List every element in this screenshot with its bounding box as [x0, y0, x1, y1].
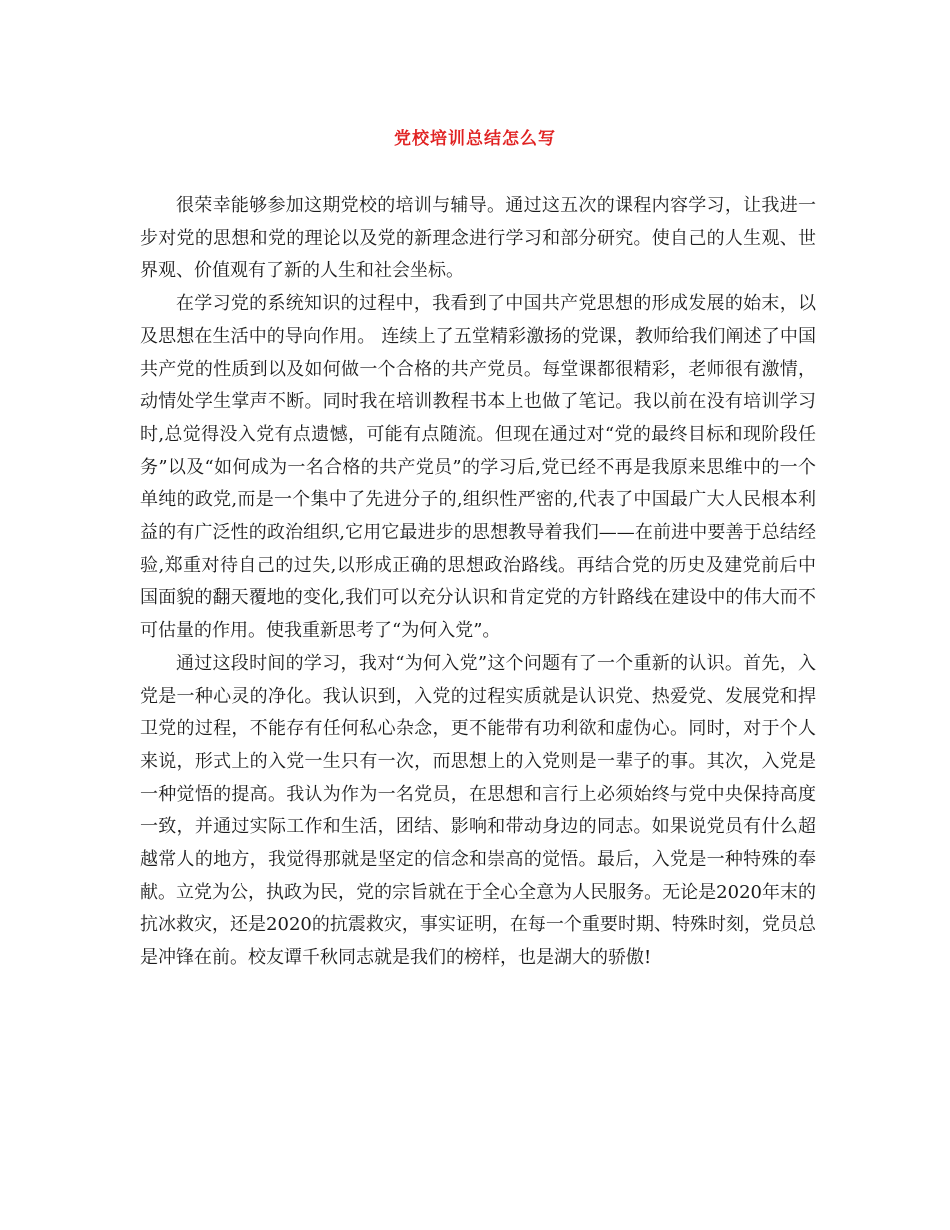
document-body [140, 190, 816, 975]
paragraph-1: 很荣幸能够参加这期党校的培训与辅导。通过这五次的课程内容学习，让我进一步对党的思想和党的理论以及党的新理念进行学习和部分研究。使自己的人生观、世界观、价值观有了新的人生和社会坐标。 [140, 195, 816, 282]
paragraph-2: 在学习党的系统知识的过程中，我看到了中国共产党思想的形成发展的始末，以及思想在生活中的导向作用。 连续上了五堂精彩激扬的党课，教师给我们阐述了中国共产党的性质到以及如何做一个合格的共产党员。每堂课都很精彩，老师很有激情，动情处学生掌声不断。同时我在培训教程书本上也做了笔记。我以前在没有培训学习时,总觉得没入党有点遗憾，可能有点随流。但现在通过对“党的最终目标和现阶段任务”以及“如何成为一名合格的共产党员”的学习后,党已经不再是我原来思维中的一个单纯的政党,而是一个集中了先进分子的,组织性严密的,代表了中国最广大人民根本利益的有广泛性的政治组织,它用它最进步的思想教导着我们——在前进中要善于总结经验,郑重对待自己的过失,以形成正确的思想政治路线。再结合党的历史及建党前后中国面貌的翻天覆地的变化,我们可以充分认识和肯定党的方针路线在建设中的伟大而不可估量的作用。使我重新思考了“为何入党”。 [140, 293, 816, 642]
document-title: 党校培训总结怎么写 [394, 129, 556, 149]
paragraph-3: 通过这段时间的学习，我对“为何入党”这个问题有了一个重新的认识。首先，入党是一种心灵的净化。我认识到，入党的过程实质就是认识党、热爱党、发展党和捍卫党的过程，不能存有任何私心杂念，更不能带有功利欲和虚伪心。同时，对于个人来说，形式上的入党一生只有一次，而思想上的入党则是一辈子的事。其次，入党是一种觉悟的提高。我认为作为一名党员，在思想和言行上必须始终与党中央保持高度一致，并通过实际工作和生活，团结、影响和带动身边的同志。如果说党员有什么超越常人的地方，我觉得那就是坚定的信念和崇高的觉悟。最后，入党是一种特殊的奉献。立党为公，执政为民，党的宗旨就在于全心全意为人民服务。无论是2020年末的抗冰救灾，还是2020的抗震救灾，事实证明，在每一个重要时期、特殊时刻，党员总是冲锋在前。校友谭千秋同志就是我们的榜样，也是湖大的骄傲! [140, 652, 816, 969]
